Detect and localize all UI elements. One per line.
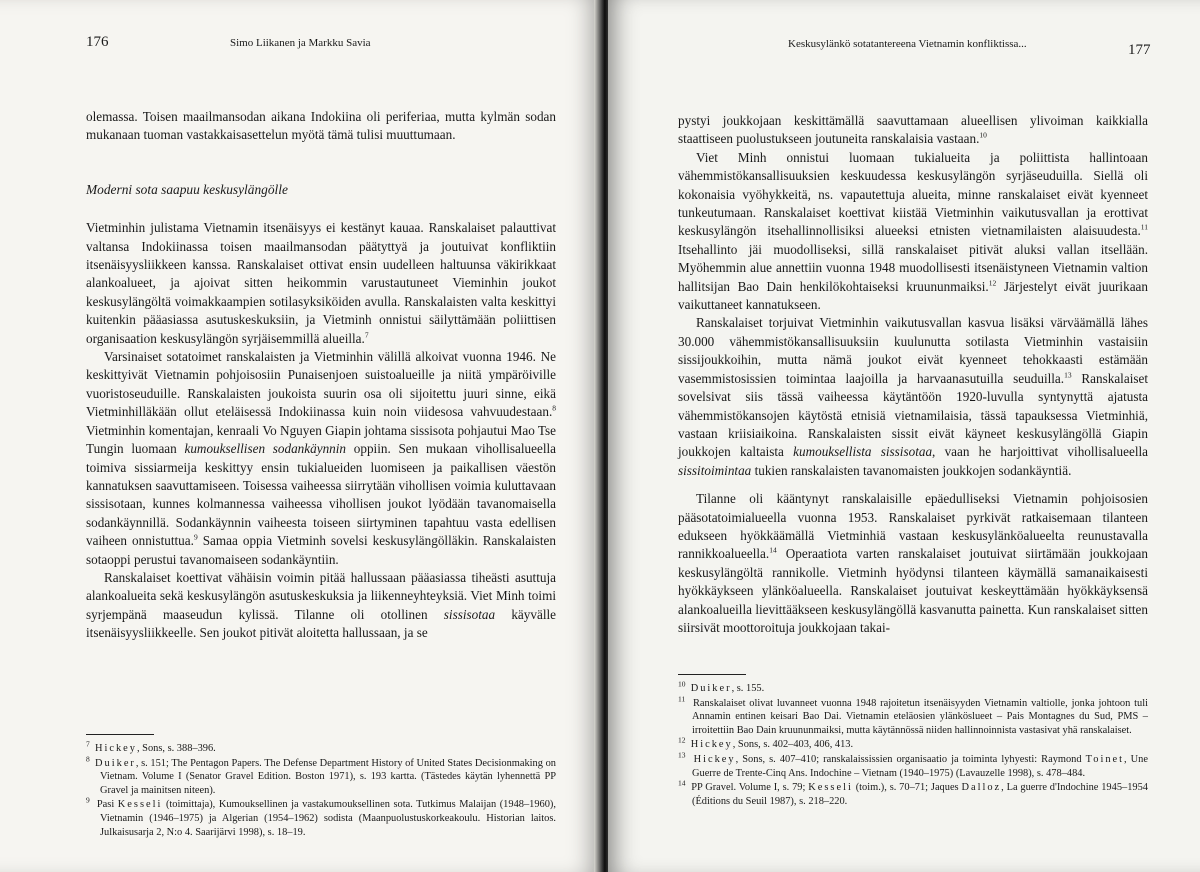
paragraph: Viet Minh onnistui luomaan tukialueita ja poliittista hallintoaan vähemmistökansallisuuksien keskuudessa keskusylängön syrjäseuduilla. Siellä oli kokonaisia vyöhykkeitä, ns. vapautettuja alueita, minne ranskalaiset eivät kyenneet tunkeutumaan. Ranskalaiset koettivat kiistää Vietminhin vaikutusvallan ja erottivat keskusylängön itsehallinnollisiksi alueeksi etnisten vietnamilaisten alaisuudesta.$^{11}$ Itsehallinto jäi muodolliseksi, sillä ranskalaiset pitivät aluksi vallan itsellään. Myöhemmin alue annettiin vuonna 1948 muodollisesti itsenäistyneen Vietnamin valtion hallitsijan Bao Dain henkilökohtaiseksi kruununmaiksi.$^{12}$ Järjestelyt eivät juurikaan vaikuttaneet kannatukseen.: [678, 149, 1148, 313]
footnote-ref[interactable]: 9: [193, 532, 198, 542]
left-page: [0, 0, 598, 872]
footnote-ref[interactable]: 13: [1064, 370, 1072, 380]
paragraph: Ranskalaiset koettivat vähäisin voimin pitää hallussaan pääasiassa tiheästi asuttuja alankoalueita sekä keskusylängön asutuskeskuksia ja liikenneyhteyksiä. Viet Minh toimi syrjempänä maaseudun kylissä. Tilanne oli otollinen sissisotaa käyvälle itsenäisyysliikkeelle. Sen joukot pitivät aloitetta hallussaan, ja se: [86, 569, 557, 641]
paragraph: olemassa. Toisen maailmansodan aikana Indokiina oli periferiaa, mutta kylmän sodan mukanaan tuoman vastakkaisasettelun myötä tämä tulisi muuttumaan.: [86, 109, 556, 143]
running-head: Keskusylänkö sotatantereena Vietnamin konfliktissa...: [788, 38, 1027, 50]
footnote-ref[interactable]: 12: [988, 278, 997, 288]
paragraph: Ranskalaiset torjuivat Vietminhin vaikutusvallan kasvua lisäksi värväämällä lähes 30.000 vähemmistökansallisuuksiin kuulunutta sotilasta Vietminhin vastaisiin sissijoukkoihin, mutta nämä joukot eivät kyenneet tehokkaasti estämään vasemmistosissien toimintaa laajoilla ja harvaanasutuilla seuduilla.$^{13}$ Ranskalaiset sovelsivat siis tässä vaiheessa käytäntöön 1920-luvulla syntynyttä ajatusta vähemmistökansojen käytöstä etnisiä vietnamilaisia, tässä tapauksessa Vietminhiä, vastaan kriisiaikoina. Ranskalaisten sissit eivät käyneet keskusylängöllä Giapin joukkojen kaltaista kumouksellista sissisotaa, vaan he harjoittivat vihollisalueella sissitoimintaa tukien ranskalaisten tavanomaisten joukkojen sodankäyntiä.: [678, 315, 1149, 478]
footnote: $^{13}$ Hickey, Sons, s. 407–410; ranskalaississien organisaatio ja toiminta lyhyesti: Raymond Toinet, Une Guerre de Trente-Cinq Ans. Indochine – Vietnam (1940–1975) (Lavauzelle 1998), s. 478–484.: [678, 750, 1148, 779]
footnote-rule: [678, 674, 746, 675]
footnote: $^{12}$ Hickey, Sons, s. 402–403, 406, 413.: [678, 735, 854, 751]
main-text: [86, 108, 556, 643]
right-page: [608, 0, 1200, 872]
paragraph: Tilanne oli kääntynyt ranskalaisille epäedulliseksi Vietnamin pohjoisosien pääsotatoimialueella vuonna 1953. Ranskalaiset pyrkivät ratkaisemaan tilanteen edukseen hyökkäämällä Vietminhiä vastaan keskusylänköalueelta reunustavalla rannikkoalueella.$^{14}$ Operaatiota varten ranskalaiset joutuivat siirtämään joukkojaan keskusylängöltä rannikolle. Vietminh hyödynsi tilanteen käymällä samanaikaisesti hyökkäykseen ylänköalueella. Ranskalaiset joutuivat keskeyttämään hyökkäyksensä alankoalueilla lievittääkseen keskusylängöllä kasvanutta painetta. Kun ranskalaiset sitten siirsivät moottoroituja joukkojaan takai-: [678, 491, 1148, 635]
footnotes: [86, 739, 556, 840]
footnote-rule: [86, 734, 154, 735]
footnote-ref[interactable]: 14: [769, 545, 777, 555]
running-head: Simo Liikanen ja Markku Savia: [230, 37, 371, 49]
footnote-ref[interactable]: 10: [979, 131, 987, 141]
footnotes: [678, 679, 1148, 809]
paragraph: pystyi joukkojaan keskittämällä saavuttamaan alueellisen ylivoiman kaikkialla staattiseen puolustukseen joutuneita ranskalaisia vastaan.$^{10}$: [678, 113, 1148, 147]
footnote-ref[interactable]: 8: [552, 403, 556, 413]
page-number: 177: [1128, 42, 1151, 58]
footnote: $^{10}$ Duiker, s. 155.: [678, 679, 765, 694]
page-number: 176: [86, 34, 109, 50]
footnote: $^{11}$ Ranskalaiset olivat luvanneet vuonna 1948 rajoitetun itsenäisyyden Vietnamin valtiolle, jonka johtoon tuli Annamin entinen keisari Bao Dai. Vietnamin eteläosien ylänköslueet – Pais Montagnes du Sud, PMS – irroitettiin Bao Dain kruununmaiksi, mutta käytännössä niiden hallinnoinnista vastasivat yhä ranskalaiset.: [678, 694, 1148, 736]
section-heading: Moderni sota saapuu keskusylängölle: [86, 181, 288, 197]
main-text: [678, 112, 1148, 637]
footnote: $^8$ Duiker, s. 151; The Pentagon Papers. The Defense Department History of United States Decisionmaking on Vietnam. Volume I (Senator Gravel Edition. Boston 1971), s. 193 kartta. (Tästedes käytän lyhennettä PP Gravel ja mainitsen niteen).: [86, 754, 556, 796]
footnote: $^{14}$ PP Gravel. Volume I, s. 79; Kesseli (toim.), s. 70–71; Jaques Dalloz, La guerre d'Indochine 1945–1954 (Éditions du Seuil 1987), s. 218–220.: [678, 778, 1148, 807]
paragraph: Vietminhin julistama Vietnamin itsenäisyys ei kestänyt kauaa. Ranskalaiset palauttivat valtansa Indokiinassa toisen maailmansodan päätyttyä ja joutuivat konfliktiin itsenäisyysliikkeen kanssa. Ranskalaiset ottivat ensin uudelleen haltuunsa väkirikkaat alankoalueet, ja ajoivat sitten heikommin varustautuneet Vieminhin joukot keskusylängöltä voimakkaampien sotilasyksiköiden avulla. Ranskalaisten valta keskittyi kuitenkin pääasiassa asutuskeskuksiin, ja Vietminh onnistui säilyttämään poliittisen organisaation keskusylängön syrjäisemmillä alueilla.$^7$: [86, 220, 556, 346]
footnote: $^7$ Hickey, Sons, s. 388–396.: [86, 739, 216, 754]
footnote-ref[interactable]: 11: [1140, 223, 1148, 233]
footnote: $^9$ Pasi Kesseli (toimittaja), Kumouksellinen ja vastakumouksellinen sota. Tutkimus Malaijan (1948–1960), Vietnamin (1946–1975) ja Algerian (1954–1962) sodista (Maanpuolustuskorkeakoulu. Historian laitos. Julkaisusarja 2, N:o 4. Saarijärvi 1998), s. 18–19.: [86, 795, 556, 838]
paragraph: Varsinaiset sotatoimet ranskalaisten ja Vietminhin välillä alkoivat vuonna 1946. Ne keskittyivät Vietnamin pohjoisosiin Punaisenjoen suistoalueille ja niitä ympäröiville vuoristoseuduille. Ranskalaisten joukoista suurin osa oli sijoitettu juuri sinne, eikä Vietminhilläkään ollut eteläisessä Indokiinassa kuin noin viidesosa vahvuudestaan.$^8$ Vietminhin komentajan, kenraali Vo Nguyen Giapin johtama sissisota pohjautui Mao Tse Tungin luomaan kumouksellisen sodankäynnin oppiin. Sen mukaan vihollisalueella toimiva sissiarmeija keskittyy ensin tukialueiden luomiseen ja paikallisen väestön kannatuksen saavuttamiseen. Toisessa vaiheessa siirrytään vihollisen voimia kuluttavaan sissisotaan, kunnes kolmannessa vaiheessa vihollisen joukot lyödään tavanomaisella sodankäynnillä. Sodankäynnin vaiheesta toiseen siirtyminen tapahtuu vasta edellisen vaiheen onnistuttua.$^9$ Samaa oppia Vietminh sovelsi keskusylängölläkin. Ranskalaisten sotaoppi perustui tavanomaiseen sodankäyntiin.: [86, 349, 556, 567]
footnote-ref[interactable]: 7: [364, 330, 369, 340]
